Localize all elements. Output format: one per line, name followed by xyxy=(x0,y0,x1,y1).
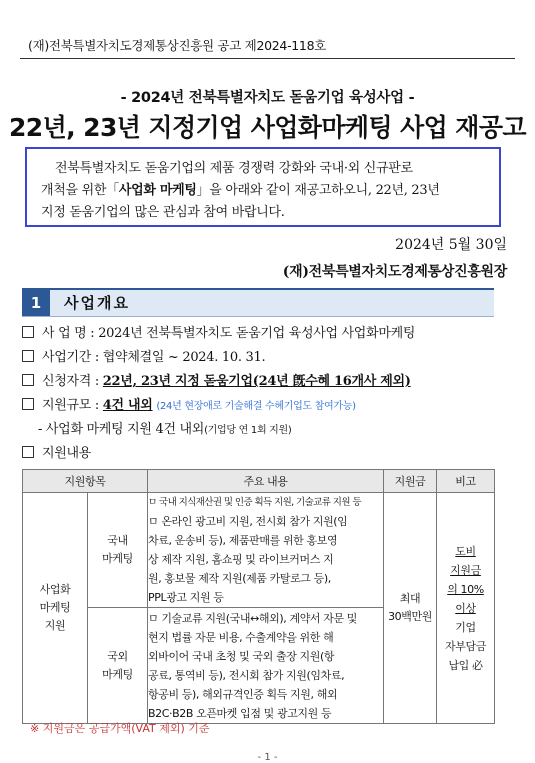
issuer-name: (재)전북특별자치도경제통상진흥원장 xyxy=(282,264,507,280)
domestic-content-cell: ㅁ 국내 지식재산권 및 인증 획득 지원, 기술교류 지원 등 ㅁ 온라인 광고비 지원, 전시회 참가 지원(임 차료, 운송비 등), 제품판매를 위한 홍보영 상 제작 지원, 홈쇼핑 및 라이브커머스 지 원, 홍보물 제작 지원(제품 카탈로그 등), PPL광고 지원 등 xyxy=(148,493,384,608)
section-number: 1 xyxy=(22,290,50,316)
checkbox-square-icon xyxy=(22,398,34,410)
overview-name-row: 사 업 명 : 2024년 전북특별자치도 돋움기업 육성사업 사업화마케팅 xyxy=(22,322,415,341)
overview-eligibility-row: 신청자격 : 22년, 23년 지정 돋움기업(24년 旣수혜 16개사 제외) xyxy=(22,370,411,389)
overview-scale-sub-row: - 사업화 마케팅 지원 4건 내외(기업당 연 1회 지원) xyxy=(38,422,292,437)
intro-line-1: 전북특별자치도 돋움기업의 제품 경쟁력 강화와 국내·외 신규판로 xyxy=(55,161,413,176)
notice-number: (재)전북특별자치도경제통상진흥원 공고 제2024-118호 xyxy=(28,38,327,53)
checkbox-square-icon xyxy=(22,446,34,458)
foreign-label-cell: 국외 마케팅 xyxy=(88,608,148,724)
col-header-remark: 비고 xyxy=(437,470,495,493)
intro-line-2: 개척을 위한「사업화 마케팅」을 아래와 같이 재공고하오니, 22년, 23년 xyxy=(41,183,440,198)
page-number: - 1 - xyxy=(257,752,278,763)
col-header-item: 지원항목 xyxy=(23,470,148,493)
intro-line-3: 지정 돋움기업의 많은 관심과 참여 바랍니다. xyxy=(41,205,285,220)
domestic-label-cell: 국내 마케팅 xyxy=(88,493,148,608)
overview-scale-row: 지원규모 : 4건 내외 (24년 현장애로 기술해결 수혜기업도 참여가능) xyxy=(22,394,356,413)
page-title: 22년, 23년 지정기업 사업화마케팅 사업 재공고 xyxy=(9,113,526,142)
footnote: ※ 지원금은 공급가액(VAT 제외) 기준 xyxy=(30,722,210,735)
foreign-content-cell: ㅁ 기술교류 지원(국내↔해외), 계약서 자문 및 현지 법률 자문 비용, 수출계약을 위한 해 외바이어 국내 초청 및 국외 출장 지원(항 공료, 통역비 등), 전시회 참가 지원(임차료, 항공비 등), 해외규격인증 획득 지원, 해외 B2C·B2B 오픈마켓 입점 및 광고지원 등 xyxy=(148,608,384,724)
section-heading xyxy=(22,288,494,317)
intro-box xyxy=(25,147,501,227)
overview-period-row: 사업기간 : 협약체결일 ~ 2024. 10. 31. xyxy=(22,346,265,365)
announcement-date: 2024년 5월 30일 xyxy=(395,237,507,253)
amount-cell: 최대 30백만원 xyxy=(384,493,437,724)
checkbox-square-icon xyxy=(22,350,34,362)
checkbox-square-icon xyxy=(22,374,34,386)
section-title: 사업개요 xyxy=(64,294,130,312)
col-header-content: 주요 내용 xyxy=(148,470,384,493)
project-subtitle: - 2024년 전북특별자치도 돋움기업 육성사업 - xyxy=(120,90,415,106)
header-divider xyxy=(20,58,515,59)
support-table xyxy=(22,469,495,724)
scale-note: (24년 현장애로 기술해결 수혜기업도 참여가능) xyxy=(156,401,356,412)
col-header-amount: 지원금 xyxy=(384,470,437,493)
checkbox-square-icon xyxy=(22,326,34,338)
intro-highlight: 사업화 마케팅 xyxy=(118,183,197,198)
overview-content-row: 지원내용 xyxy=(22,442,91,461)
category-cell: 사업화 마케팅 지원 xyxy=(23,493,88,724)
remark-cell: 도비 지원금 의 10% 이상 기업 자부담금 납입 必 xyxy=(437,493,495,724)
